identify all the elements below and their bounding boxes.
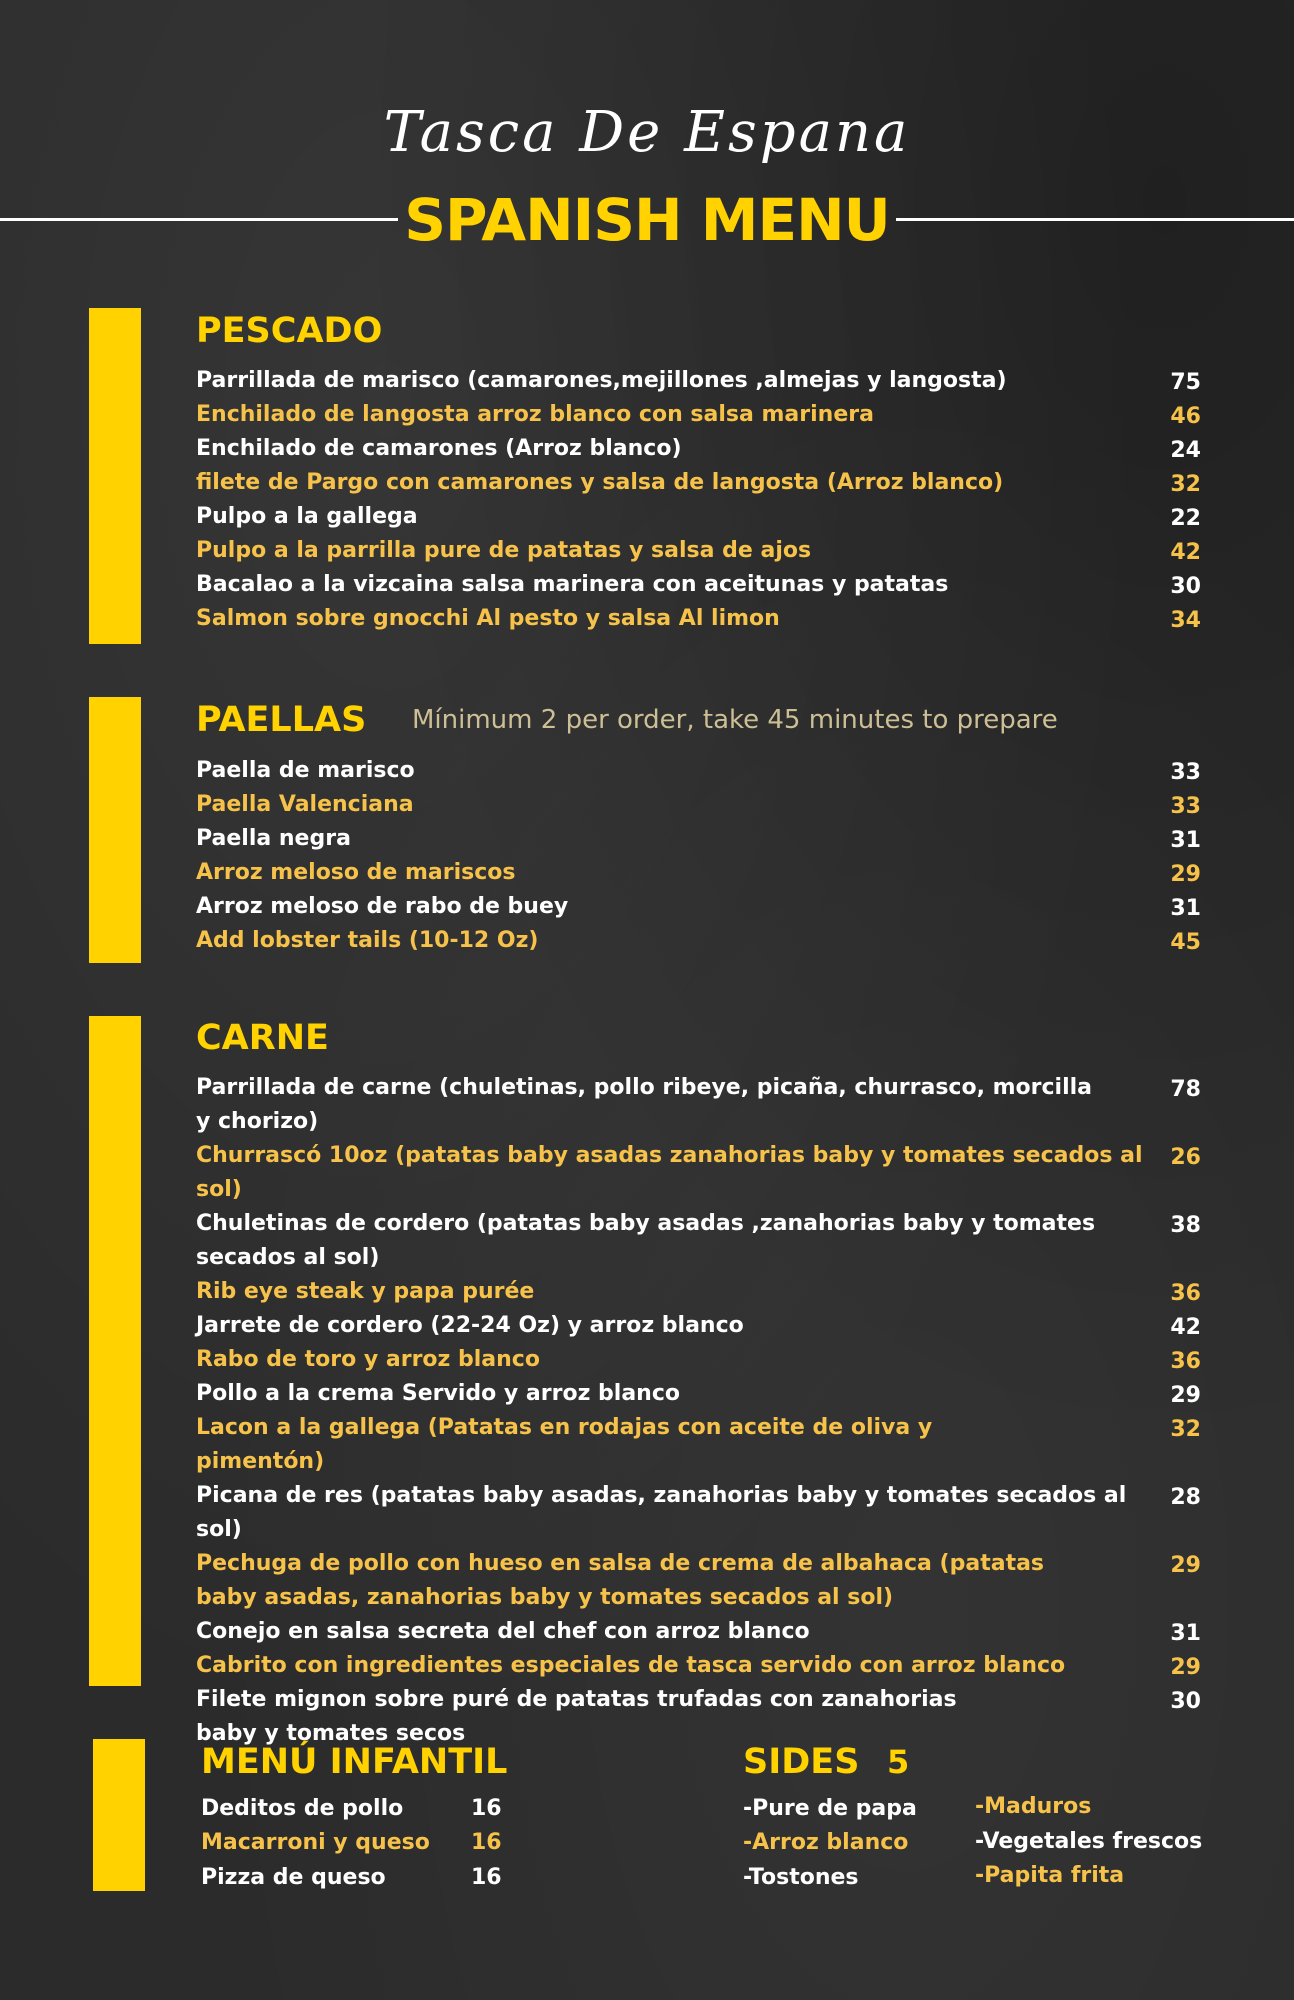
item-price: 31 <box>1170 1621 1201 1646</box>
side-item: -Vegetales frescos <box>975 1829 1203 1854</box>
item-name: Pechuga de pollo con hueso en salsa de crema de albahaca (patatas baby asadas, zanahorias baby y tomates secados al sol) <box>196 1551 1045 1610</box>
paellas-accent-bar <box>89 697 141 963</box>
menu-title-row <box>0 185 1294 255</box>
item-name: Pollo a la crema Servido y arroz blanco <box>196 1381 680 1406</box>
pescado-accent-bar <box>89 308 141 644</box>
title-divider-right <box>896 218 1294 221</box>
menu-item <box>196 1683 1201 1751</box>
item-name: Salmon sobre gnocchi Al pesto y salsa Al limon <box>196 606 780 631</box>
item-name: filete de Pargo con camarones y salsa de langosta (Arroz blanco) <box>196 470 1004 495</box>
menu-item <box>196 1207 1201 1275</box>
item-price: 31 <box>1170 896 1201 921</box>
item-price: 45 <box>1170 930 1201 955</box>
menu-item <box>196 1309 1201 1343</box>
infantil-heading: MENÚ INFANTIL <box>201 1742 508 1782</box>
item-price: 26 <box>1170 1145 1201 1170</box>
item-name: Picana de res (patatas baby asadas, zanahorias baby y tomates secados al sol) <box>196 1483 1127 1542</box>
menu-item <box>196 1649 1201 1683</box>
menu-title: SPANISH MENU <box>404 186 890 254</box>
side-item: -Arroz blanco <box>743 1830 909 1855</box>
kids-item-name: Deditos de pollo <box>201 1796 404 1821</box>
item-name: Bacalao a la vizcaina salsa marinera con aceitunas y patatas <box>196 572 949 597</box>
menu-item <box>196 1275 1201 1309</box>
sides-price: 5 <box>887 1743 910 1781</box>
item-name: Add lobster tails (10-12 Oz) <box>196 928 539 953</box>
menu-item <box>196 602 1201 636</box>
item-price: 36 <box>1170 1349 1201 1374</box>
menu-item <box>196 364 1201 398</box>
item-price: 38 <box>1170 1213 1201 1238</box>
item-price: 30 <box>1170 574 1201 599</box>
item-price: 33 <box>1170 794 1201 819</box>
item-name: Parrillada de marisco (camarones,mejillones ,almejas y langosta) <box>196 368 1007 393</box>
item-name: Rabo de toro y arroz blanco <box>196 1347 540 1372</box>
item-price: 42 <box>1170 1315 1201 1340</box>
restaurant-name: Tasca De Espana <box>383 100 911 165</box>
item-price: 29 <box>1170 862 1201 887</box>
side-item: -Pure de papa <box>743 1796 917 1821</box>
item-name: Pulpo a la parrilla pure de patatas y salsa de ajos <box>196 538 812 563</box>
menu-item <box>196 754 1201 788</box>
menu-item <box>196 1071 1201 1139</box>
carne-accent-bar <box>89 1016 141 1686</box>
menu-item <box>196 822 1201 856</box>
carne-list <box>196 1071 1201 1751</box>
infantil-accent-bar <box>93 1739 145 1891</box>
kids-item-price: 16 <box>471 1830 502 1855</box>
item-name: Paella de marisco <box>196 758 415 783</box>
item-price: 78 <box>1170 1077 1201 1102</box>
menu-item <box>196 568 1201 602</box>
menu-item <box>196 398 1201 432</box>
item-price: 36 <box>1170 1281 1201 1306</box>
carne-heading: CARNE <box>196 1018 329 1058</box>
item-name: Cabrito con ingredientes especiales de tasca servido con arroz blanco <box>196 1653 1066 1678</box>
menu-item <box>196 1547 1201 1615</box>
pescado-list <box>196 364 1201 636</box>
side-item: -Maduros <box>975 1794 1092 1819</box>
item-price: 42 <box>1170 540 1201 565</box>
item-name: Paella Valenciana <box>196 792 414 817</box>
item-price: 28 <box>1170 1485 1201 1510</box>
kids-item-name: Macarroni y queso <box>201 1830 430 1855</box>
item-name: Filete mignon sobre puré de patatas trufadas con zanahorias baby y tomates secos <box>196 1687 957 1746</box>
item-price: 75 <box>1170 370 1201 395</box>
item-price: 46 <box>1170 404 1201 429</box>
item-price: 34 <box>1170 608 1201 633</box>
item-name: Enchilado de langosta arroz blanco con salsa marinera <box>196 402 874 427</box>
paellas-note: Mínimum 2 per order, take 45 minutes to prepare <box>412 705 1058 735</box>
menu-item <box>196 500 1201 534</box>
kids-item-price: 16 <box>471 1796 502 1821</box>
menu-item <box>196 466 1201 500</box>
menu-item <box>196 432 1201 466</box>
item-price: 29 <box>1170 1383 1201 1408</box>
paellas-heading: PAELLAS <box>196 700 367 740</box>
title-divider-left <box>0 218 398 221</box>
item-price: 33 <box>1170 760 1201 785</box>
menu-item <box>196 1479 1201 1547</box>
item-price: 32 <box>1170 1417 1201 1442</box>
item-price: 29 <box>1170 1655 1201 1680</box>
item-name: Rib eye steak y papa purée <box>196 1279 535 1304</box>
item-price: 22 <box>1170 506 1201 531</box>
item-name: Churrascó 10oz (patatas baby asadas zanahorias baby y tomates secados al sol) <box>196 1143 1143 1202</box>
item-name: Pulpo a la gallega <box>196 504 418 529</box>
menu-item <box>196 1411 1201 1479</box>
menu-item <box>196 788 1201 822</box>
menu-item <box>196 1343 1201 1377</box>
menu-item <box>196 924 1201 958</box>
pescado-heading: PESCADO <box>196 311 383 351</box>
item-name: Lacon a la gallega (Patatas en rodajas con aceite de oliva y pimentón) <box>196 1415 933 1474</box>
item-price: 24 <box>1170 438 1201 463</box>
side-item: -Papita frita <box>975 1863 1125 1888</box>
menu-item <box>196 1377 1201 1411</box>
kids-item-price: 16 <box>471 1865 502 1890</box>
item-name: Parrillada de carne (chuletinas, pollo ribeye, picaña, churrasco, morcilla y chorizo) <box>196 1075 1092 1134</box>
item-price: 32 <box>1170 472 1201 497</box>
kids-item-name: Pizza de queso <box>201 1865 386 1890</box>
menu-item <box>196 1139 1201 1207</box>
menu-item <box>196 1615 1201 1649</box>
item-price: 29 <box>1170 1553 1201 1578</box>
item-price: 31 <box>1170 828 1201 853</box>
item-name: Conejo en salsa secreta del chef con arroz blanco <box>196 1619 810 1644</box>
menu-item <box>196 890 1201 924</box>
item-name: Arroz meloso de rabo de buey <box>196 894 569 919</box>
menu-item <box>196 856 1201 890</box>
item-name: Chuletinas de cordero (patatas baby asadas ,zanahorias baby y tomates secados al sol) <box>196 1211 1096 1270</box>
item-name: Enchilado de camarones (Arroz blanco) <box>196 436 682 461</box>
item-price: 30 <box>1170 1689 1201 1714</box>
sides-heading: SIDES <box>743 1742 860 1782</box>
side-item: -Tostones <box>743 1865 859 1890</box>
menu-item <box>196 534 1201 568</box>
item-name: Jarrete de cordero (22-24 Oz) y arroz blanco <box>196 1313 744 1338</box>
item-name: Paella negra <box>196 826 351 851</box>
paellas-list <box>196 754 1201 958</box>
item-name: Arroz meloso de mariscos <box>196 860 516 885</box>
